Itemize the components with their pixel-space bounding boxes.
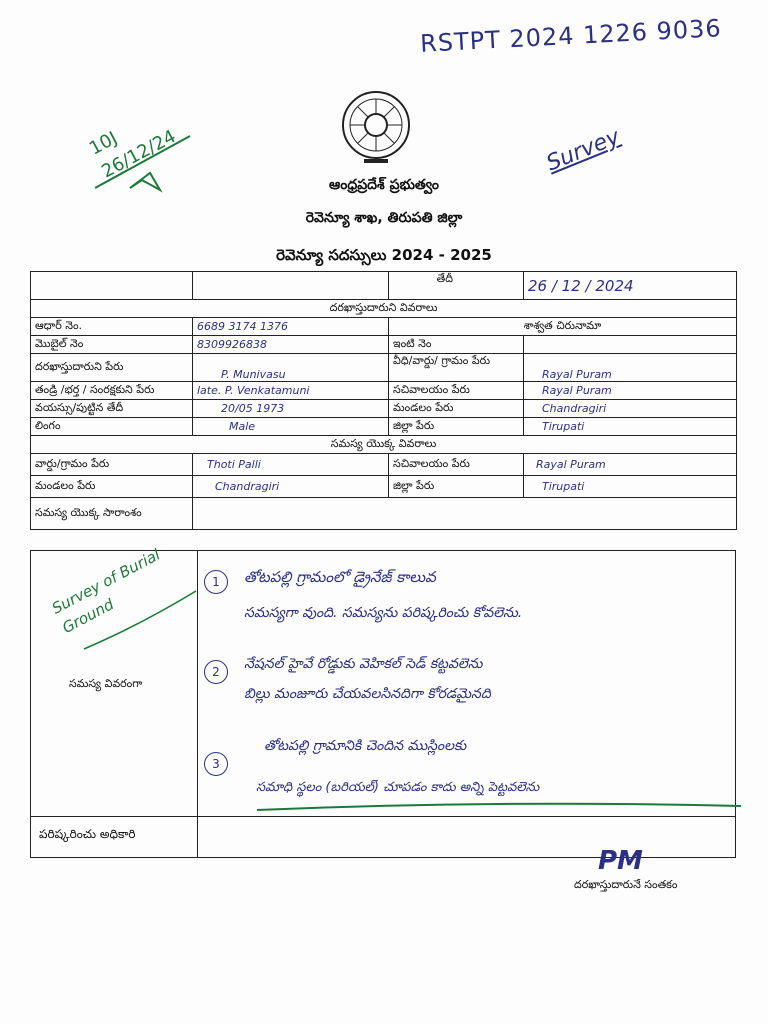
problem-district-value: Tirupati bbox=[524, 476, 737, 498]
date-row bbox=[31, 272, 737, 300]
item-number-1: 1 bbox=[204, 570, 228, 594]
applicant-signature: PM bbox=[598, 846, 643, 876]
item-3-line-2: సమాధి స్థలం (బరియల్) చూపడం కాదు అన్ని పెట్టవలెను bbox=[256, 780, 540, 795]
problem-section-title: సమస్య యొక్క వివరాలు bbox=[31, 436, 737, 454]
problem-summary-value bbox=[193, 498, 737, 530]
problem-mandal-label: మండలం పేరు bbox=[31, 476, 193, 498]
green-underline-icon bbox=[80, 585, 200, 655]
house-no-label: ఇంటి నెం bbox=[389, 336, 524, 354]
resolving-officer-label: పరిష్కరించు అధికారి bbox=[39, 827, 136, 841]
item-1-line-2: సమస్యగా వుంది. సమస్యను పరిష్కరించు కోవలెను. bbox=[244, 605, 523, 621]
mobile-value: 8309926838 bbox=[193, 336, 389, 354]
district-label: జిల్లా పేరు bbox=[389, 418, 524, 436]
green-strike-line-icon bbox=[255, 796, 745, 816]
mobile-label: మొబైల్ నెం bbox=[31, 336, 193, 354]
reference-number: RSTPT 2024 1226 9036 bbox=[419, 14, 723, 58]
item-number-2: 2 bbox=[204, 660, 228, 684]
permanent-address-title: శాశ్వత చిరునామా bbox=[389, 318, 737, 336]
item-2-line-2: బిల్లు మంజూరు చేయవలసినదిగా కోరడమైనది bbox=[244, 686, 491, 702]
problem-summary-label: సమస్య యొక్క సారాంశం bbox=[31, 498, 193, 530]
header-department: రెవెన్యూ శాఖ, తిరుపతి జిల్లా bbox=[305, 210, 463, 226]
father-name-label: తండ్రి /భర్త / సంరక్షకుని పేరు bbox=[31, 382, 193, 400]
aadhaar-value: 6689 3174 1376 bbox=[193, 318, 389, 336]
government-emblem-icon bbox=[334, 89, 418, 167]
applicant-signature-label: దరఖాస్తుదారునే సంతకం bbox=[574, 878, 678, 891]
item-1-line-1: తోటపల్లి గ్రామంలో డ్రైనేజ్ కాలువ bbox=[244, 568, 436, 586]
street-village-value: Rayal Puram bbox=[524, 354, 737, 382]
date-value: 26 / 12 / 2024 bbox=[524, 272, 737, 300]
item-number-3: 3 bbox=[204, 752, 228, 776]
problem-ward-value: Thoti Palli bbox=[193, 454, 389, 476]
green-margin-note: Survey of Burial Ground bbox=[48, 545, 164, 638]
dob-value: 20/05 1973 bbox=[193, 400, 389, 418]
problem-district-label: జిల్లా పేరు bbox=[389, 476, 524, 498]
problem-secretariat-value: Rayal Puram bbox=[524, 454, 737, 476]
gender-label: లింగం bbox=[31, 418, 193, 436]
applicant-section-title: దరఖాస్తుదారుని వివరాలు bbox=[31, 300, 737, 318]
applicant-form-table bbox=[30, 271, 737, 530]
date-label: తేదీ bbox=[389, 272, 524, 300]
secretariat-label: సచివాలయం పేరు bbox=[389, 382, 524, 400]
applicant-name-value: P. Munivasu bbox=[193, 354, 389, 382]
mandal-value: Chandragiri bbox=[524, 400, 737, 418]
secretariat-value: Rayal Puram bbox=[524, 382, 737, 400]
gender-value: Male bbox=[193, 418, 389, 436]
header-title: రెవెన్యూ సదస్సులు 2024 - 2025 bbox=[276, 246, 492, 264]
house-no-value bbox=[524, 336, 737, 354]
item-3-line-1: తోటపల్లి గ్రామానికి చెందిన ముస్లింలకు bbox=[264, 738, 467, 754]
aadhaar-label: ఆధార్ నెం. bbox=[31, 318, 193, 336]
dob-label: వయస్సు/పుట్టిన తేదీ bbox=[31, 400, 193, 418]
handwritten-date-stamp: 10J 26/12/24 bbox=[86, 125, 180, 183]
district-value: Tirupati bbox=[524, 418, 737, 436]
mandal-label: మండలం పేరు bbox=[389, 400, 524, 418]
header-government: ఆంధ్రప్రదేశ్ ప్రభుత్వం bbox=[329, 177, 439, 193]
problem-secretariat-label: సచివాలయం పేరు bbox=[389, 454, 524, 476]
top-signature: Survey bbox=[543, 124, 624, 177]
problem-mandal-value: Chandragiri bbox=[193, 476, 389, 498]
item-2-line-1: నేషనల్ హైవే రోడ్డుకు వెహికల్ సెడ్ కట్టవలెను bbox=[244, 656, 483, 672]
problem-details-label: సమస్య వివరంగా bbox=[69, 677, 143, 690]
problem-ward-label: వార్డు/గ్రామం పేరు bbox=[31, 454, 193, 476]
street-village-label: వీధి/వార్డు/ గ్రామం పేరు bbox=[389, 354, 524, 382]
father-name-value: late. P. Venkatamuni bbox=[193, 382, 389, 400]
applicant-name-label: దరఖాస్తుదారుని పేరు bbox=[31, 354, 193, 382]
